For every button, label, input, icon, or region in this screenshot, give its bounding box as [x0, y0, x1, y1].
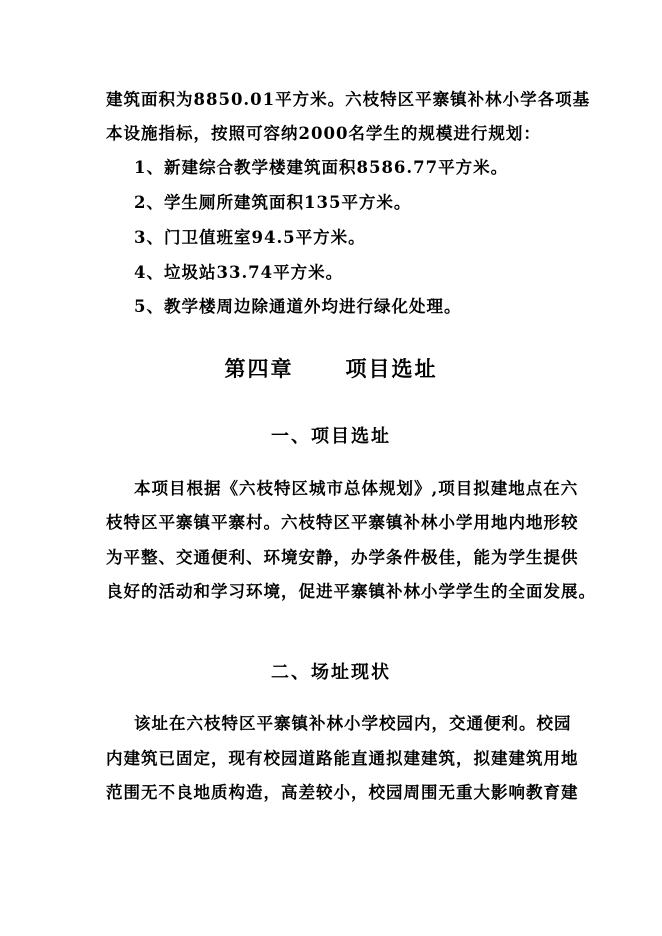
chapter-heading [0, 354, 662, 384]
list-item-2: 2、学生厕所建筑面积135平方米。 [134, 193, 412, 212]
section2-line-3: 范围无不良地质构造，高差较小，校园周围无重大影响教育建 [106, 783, 579, 802]
section1-line-4: 良好的活动和学习环境，促进平寨镇补林小学学生的全面发展。 [106, 582, 596, 601]
section1-line-2: 枝特区平寨镇平寨村。六枝特区平寨镇补林小学用地内地形较 [106, 513, 579, 532]
list-item-1: 1、新建综合教学楼建筑面积8586.77平方米。 [134, 158, 509, 177]
section1-line-1: 本项目根据《六枝特区城市总体规划》,项目拟建地点在六 [134, 479, 579, 498]
chapter-title: 项目选址 [345, 356, 438, 381]
intro-line-1: 建筑面积为8850.01平方米。六枝特区平寨镇补林小学各项基 [106, 90, 591, 109]
list-item-5: 5、教学楼周边除通道外均进行绿化处理。 [134, 297, 462, 316]
section2-line-2: 内建筑已固定，现有校园道路能直通拟建建筑，拟建建筑用地 [106, 749, 579, 768]
intro-line-2: 本设施指标，按照可容纳2000名学生的规模进行规划： [106, 124, 541, 143]
section-heading-2: 二、场址现状 [271, 662, 391, 683]
list-item-4: 4、垃圾站33.74平方米。 [134, 263, 344, 282]
section2-line-1: 该址在六枝特区平寨镇补林小学校园内，交通便利。校园 [134, 714, 572, 733]
section-heading-1: 一、项目选址 [271, 426, 391, 447]
list-item-3: 3、门卫值班室94.5平方米。 [134, 228, 366, 247]
section1-line-3: 为平整、交通便利、环境安静，办学条件极佳，能为学生提供 [106, 548, 579, 567]
chapter-number: 第四章 [224, 356, 294, 381]
